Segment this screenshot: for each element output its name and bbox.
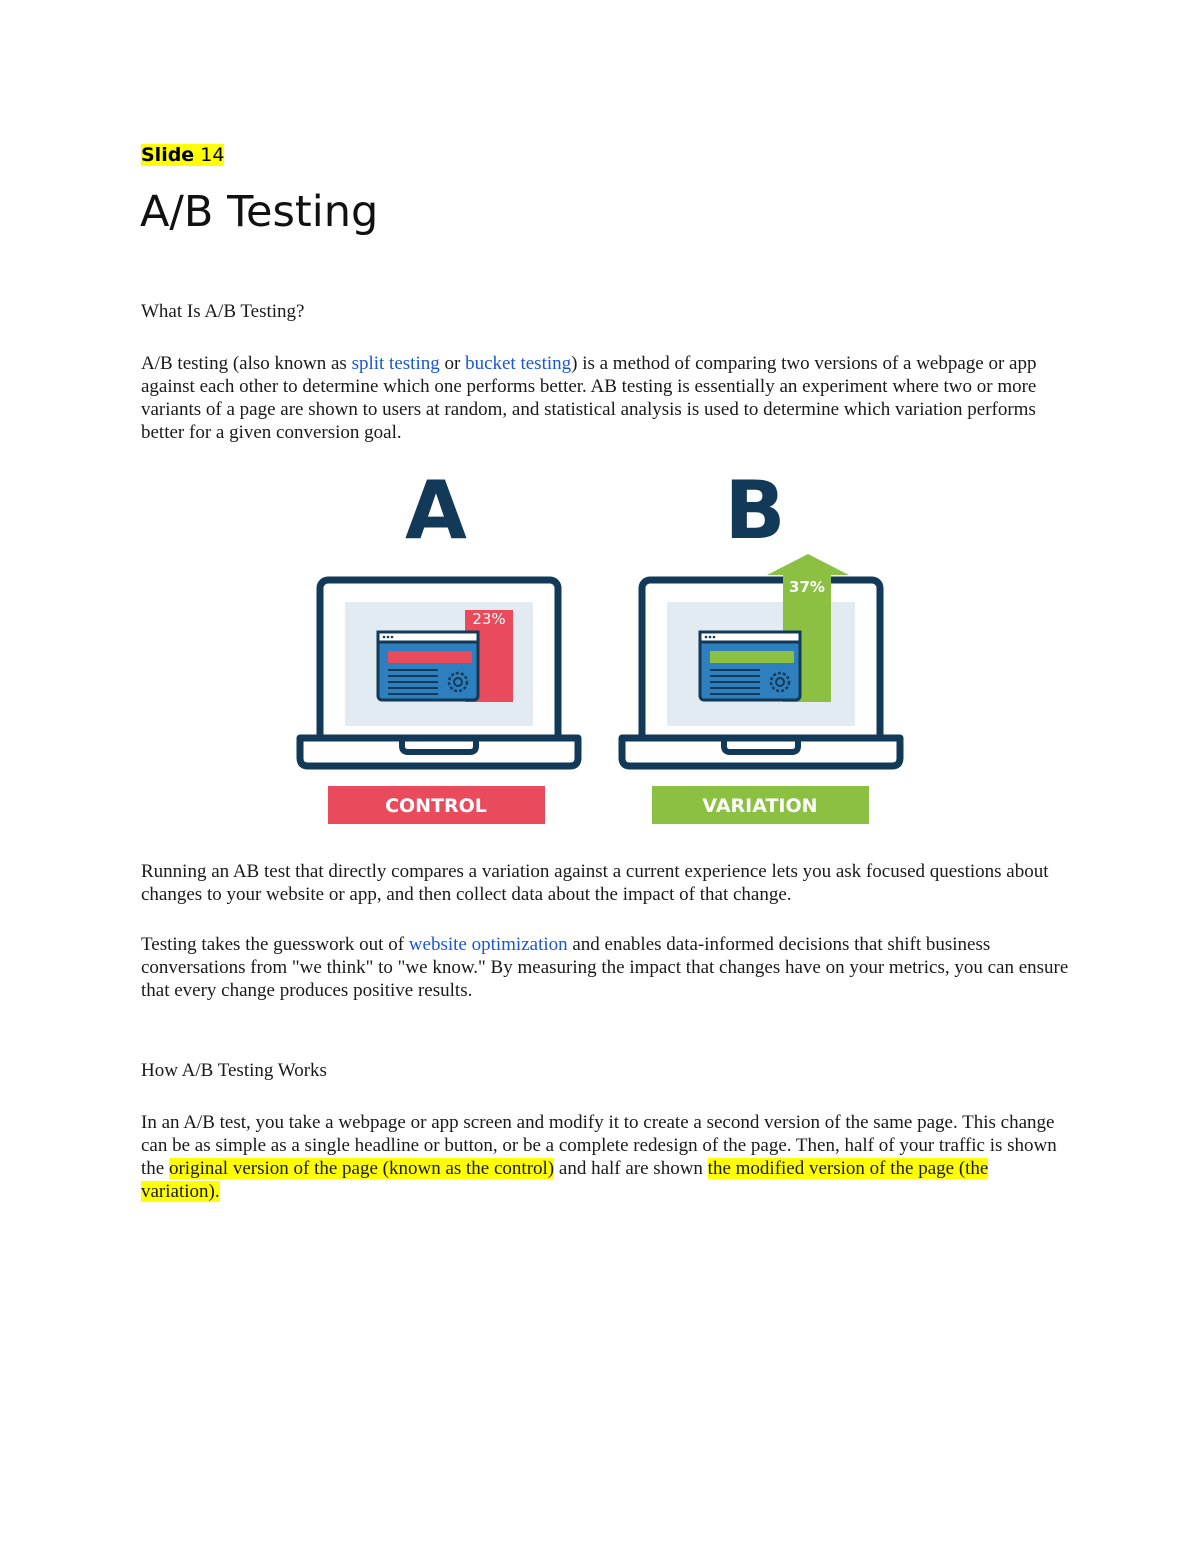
text-run: and enables data-informed decisions that shift business conversations from "we think" to "we know." By measuring the impact that changes have on your metrics, you can ensure that every change produces positive results. xyxy=(141,934,1069,1001)
ab-illustration-svg xyxy=(290,470,910,840)
slide-word: Slide xyxy=(141,144,195,166)
browser-window-icon xyxy=(378,632,478,700)
laptop-b xyxy=(622,554,900,766)
text-run: and half are shown xyxy=(554,1158,708,1179)
slide-label xyxy=(141,141,224,169)
letter-b: B xyxy=(724,470,786,557)
paragraph-running-text: Running an AB test that directly compares a variation against a current experience lets you ask focused questions about changes to your website or app, and then collect data about the impact of that change. xyxy=(141,861,1049,905)
variation-label: VARIATION xyxy=(702,795,818,817)
split-testing-link[interactable]: split testing xyxy=(351,353,440,374)
text-run: A/B testing (also known as xyxy=(141,353,352,374)
slide-number: 14 xyxy=(200,144,225,166)
text-run: ) is a method of comparing two versions of a webpage or app against each other to determine which one performs better. AB testing is essentially an experiment where two or more variants of a page are shown to users at random, and statistical analysis is used to determine which variation performs better for a given conversion goal. xyxy=(141,353,1037,443)
control-percent: 23% xyxy=(472,610,506,628)
control-label: CONTROL xyxy=(385,795,487,817)
page-title: A/B Testing xyxy=(140,187,379,237)
text-run: Testing takes the guesswork out of xyxy=(141,934,409,955)
laptop-a xyxy=(300,580,578,766)
website-optimization-link[interactable]: website optimization xyxy=(408,934,568,955)
highlight-variation: the modified version of the page (the variation). xyxy=(141,1158,989,1202)
variation-percent: 37% xyxy=(789,578,825,596)
paragraph-running xyxy=(141,860,1071,906)
ab-testing-illustration xyxy=(290,470,910,840)
paragraph-how xyxy=(141,1111,1071,1203)
browser-window-icon xyxy=(700,632,800,700)
letter-a: A xyxy=(405,470,467,557)
section-heading-how: How A/B Testing Works xyxy=(141,1060,327,1081)
paragraph-guesswork xyxy=(141,933,1071,1002)
paragraph-intro xyxy=(141,352,1071,444)
section-heading-what: What Is A/B Testing? xyxy=(141,301,305,322)
highlight-control: original version of the page (known as the control) xyxy=(168,1158,555,1179)
text-run: or xyxy=(439,353,466,374)
text-run: In an A/B test, you take a webpage or app screen and modify it to create a second version of the same page. This change can be as simple as a single headline or button, or be a complete redesign of the page. Then, half of your traffic is shown the xyxy=(141,1112,1057,1179)
bucket-testing-link[interactable]: bucket testing xyxy=(465,353,572,374)
